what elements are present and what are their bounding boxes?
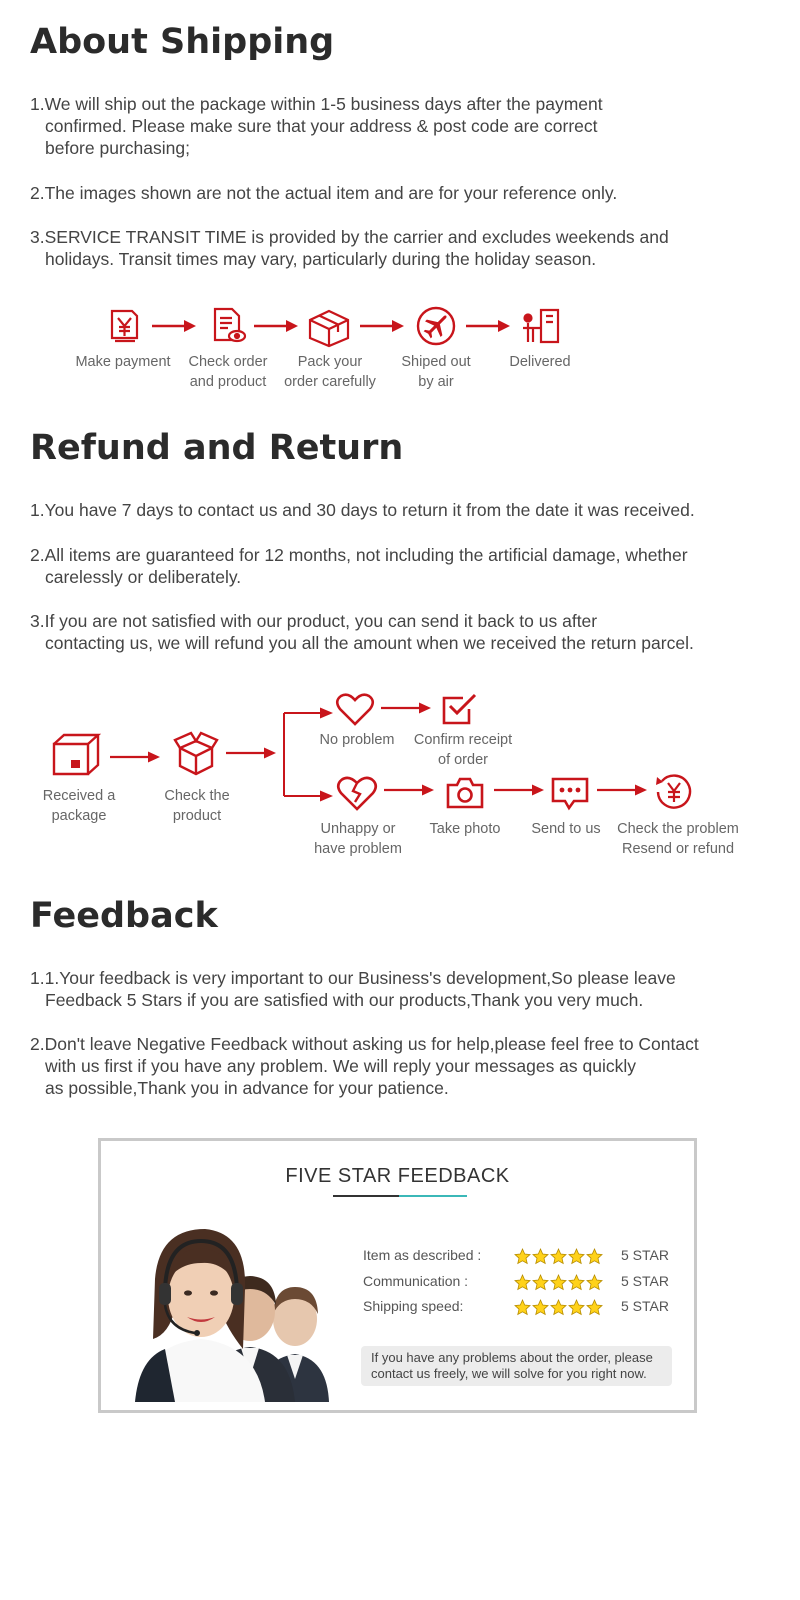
flow-caption: Check the product (164, 788, 230, 824)
feedback-item-1: 1.1.Your feedback is very important to our Business's development,So please leave Feedback 5 Stars if you are satisfied with our products,Thank you very much. (30, 968, 676, 1010)
refund-title: Refund and Return (30, 428, 404, 468)
star-rating-icon (514, 1274, 604, 1291)
feedback-title: Feedback (30, 896, 218, 936)
support-agents-image (135, 1219, 329, 1402)
refund-item-3: 3.If you are not satisfied with our product, you can send it back to us after contacting us, we will refund you all the amount when we received the return parcel. (30, 611, 694, 653)
refund-item-2: 2.All items are guaranteed for 12 months, not including the artificial damage, whether carelessly or deliberately. (30, 545, 688, 587)
delivered-icon (519, 306, 561, 346)
arrow-right-icon (597, 783, 649, 797)
message-icon (550, 776, 590, 812)
branch-connector (282, 704, 336, 804)
refund-item-1: 1.You have 7 days to contact us and 30 days to return it from the date it was received. (30, 500, 695, 520)
arrow-right-icon (494, 783, 546, 797)
flow-caption: No problem (319, 732, 395, 748)
arrow-right-icon (226, 746, 278, 760)
arrow-right-icon (110, 750, 162, 764)
flow-caption: Send to us (531, 821, 601, 837)
contact-note: If you have any problems about the order, please contact us freely, we will solve for you right now. (361, 1346, 672, 1386)
refund-icon (654, 772, 694, 812)
star-rating-icon (514, 1248, 604, 1265)
arrow-right-icon (152, 318, 198, 334)
step-caption: Shiped out by air (401, 354, 471, 390)
rating-label-shipping-speed: Shipping speed: (363, 1298, 464, 1314)
shipping-title: About Shipping (30, 22, 335, 62)
arrow-right-icon (381, 701, 433, 715)
rating-label-communication: Communication : (363, 1273, 469, 1289)
airplane-icon (415, 305, 457, 347)
shipping-item-3: 3.SERVICE TRANSIT TIME is provided by the carrier and excludes weekends and holidays. Transit times may vary, particularly during the holiday season. (30, 227, 669, 269)
camera-icon (445, 776, 485, 810)
arrow-right-icon (466, 318, 512, 334)
rating-value: 5 STAR (621, 1273, 669, 1289)
broken-heart-icon (336, 775, 378, 813)
title-underline-accent (399, 1195, 467, 1197)
arrow-right-icon (254, 318, 300, 334)
rating-value: 5 STAR (621, 1247, 669, 1263)
flow-caption: Take photo (429, 821, 501, 837)
flow-caption: Unhappy or have problem (314, 821, 402, 857)
package-icon (307, 308, 351, 348)
step-caption: Make payment (75, 354, 171, 370)
rating-label-item-described: Item as described : (363, 1247, 482, 1263)
step-caption: Pack your order carefully (284, 354, 376, 390)
shipping-item-2: 2.The images shown are not the actual item and are for your reference only. (30, 183, 618, 203)
payment-icon (106, 308, 144, 346)
step-caption: Check order and product (188, 354, 268, 390)
feedback-item-2: 2.Don't leave Negative Feedback without asking us for help,please feel free to Contact with us first if you have any problem. We will reply your messages as quickly as possible,Thank you in advance for your patience. (30, 1034, 699, 1098)
heart-icon (335, 692, 375, 728)
flow-caption: Check the problem Resend or refund (617, 821, 739, 857)
rating-value: 5 STAR (621, 1298, 669, 1314)
shipping-item-1: 1.We will ship out the package within 1-5 business days after the payment confirmed. Please make sure that your address & post code are correct before purchasing; (30, 94, 603, 158)
open-box-icon (172, 730, 220, 778)
five-star-feedback-card (98, 1138, 697, 1413)
check-order-icon (210, 306, 248, 346)
flow-caption: Confirm receipt of order (413, 732, 513, 768)
step-caption: Delivered (509, 354, 571, 370)
checkbox-icon (441, 691, 479, 727)
box-received-icon (50, 732, 102, 778)
flow-caption: Received a package (42, 788, 116, 824)
arrow-right-icon (384, 783, 436, 797)
arrow-right-icon (360, 318, 406, 334)
card-title: FIVE STAR FEEDBACK (285, 1165, 510, 1187)
title-underline (333, 1195, 399, 1197)
star-rating-icon (514, 1299, 604, 1316)
